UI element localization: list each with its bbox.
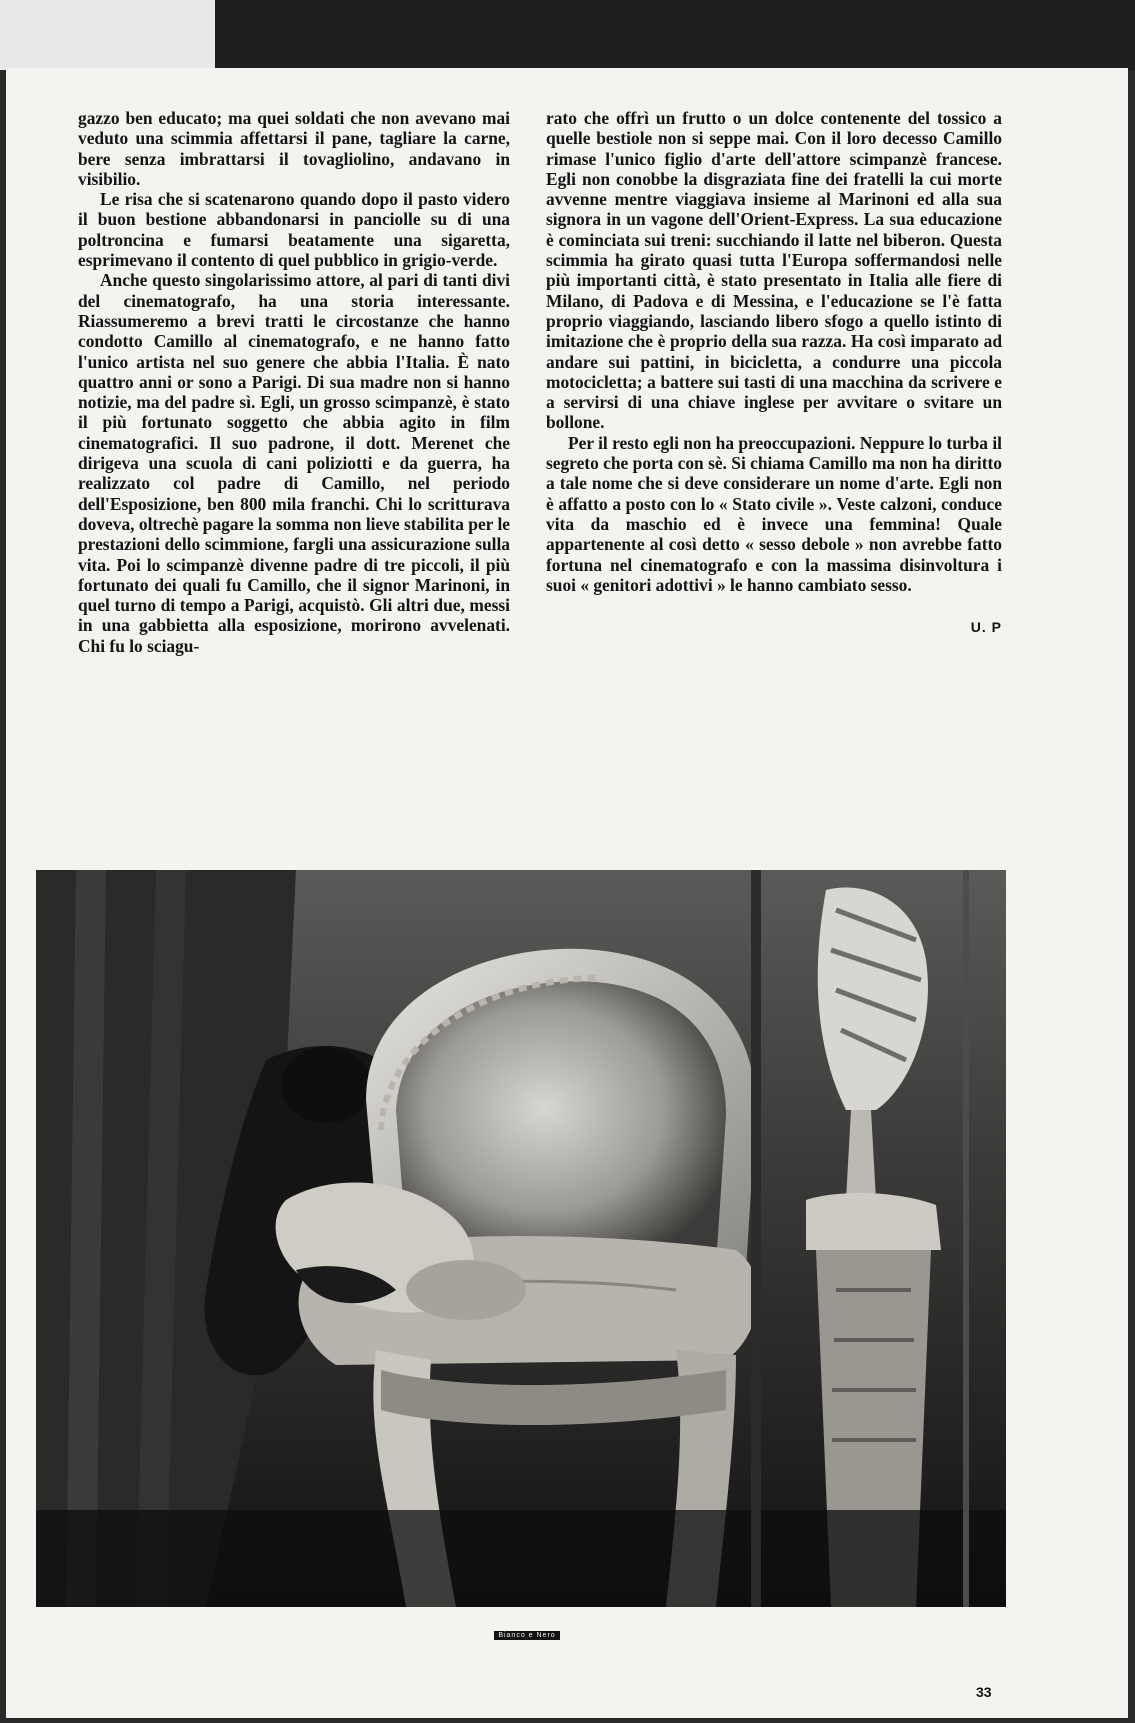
left-paragraph-3: Anche questo singolarissimo attore, al pari di tanti divi del cinematografo, ha una storia interessante. Riassumeremo a brevi tratti le circostanze che hanno condotto Camillo al cinematografo, e ne hanno fatto l'unico artista nel suo genere che abbia l'Italia. È nato quattro anni or sono a Parigi. Di sua madre non si hanno notizie, ma del padre sì. Egli, un grosso scimpanzè, è stato il più fortunato soggetto che abbia agito in film cinematografici. Il suo padrone, il dott. Merenet che dirigeva una scuola di cani poliziotti e da guerra, ha realizzato col padre di Camillo, nel periodo dell'Esposizione, ben 800 mila franchi. Chi lo scritturava doveva, oltrechè pagare la somma non lieve stabilita per le prestazioni dello scimmione, fargli una assicurazione sulla vita. Poi lo scimpanzè divenne padre di tre piccoli, il più fortunato dei quali fu Camillo, che il signor Marinoni, in quel turno di tempo a Parigi, acquistò. Gli altri due, messi in una gabbietta alla esposizione, morirono avvelenati. Chi fu lo sciagu-	[78, 270, 510, 656]
page-number: 33	[976, 1684, 992, 1700]
right-paragraph-1: rato che offrì un frutto o un dolce contenente del tossico a quelle bestiole non si seppe mai. Con il loro decesso Camillo rimase l'unico figlio d'arte dell'attore scimpanzè francese. Egli non conobbe la disgraziata fine dei fratelli la cui morte avvenne mentre viaggiava insieme al Marinoni ed alla sua signora in un vagone dell'Orient-Express. La sua educazione è cominciata sui treni: succhiando il latte nel biberon. Questa scimmia ha girato quasi tutta l'Europa soffermandosi nelle più importanti città, è stato presentato in Italia alle fiere di Milano, di Padova e di Messina, e l'educazione se l'è fatta proprio viaggiando, lasciando libero sfogo a quello istinto di imitazione che è proprio della sua razza. Ha così imparato ad andare sui pattini, in bicicletta, a condurre una piccola motocicletta; a battere sui tasti di una macchina da scrivere e a servirsi di una chiave inglese per avvitare o svitare un bollone.	[546, 108, 1002, 433]
right-column	[546, 108, 1002, 637]
left-column	[78, 108, 510, 656]
masthead-logo: Bianco e Nero	[494, 1631, 560, 1640]
author-signature: U. P	[970, 619, 1002, 636]
magazine-page	[6, 68, 1128, 1718]
right-paragraph-2: Per il resto egli non ha preoccupazioni. Neppure lo turba il segreto che porta con sè. Si chiama Camillo ma non ha diritto a tale nome che si deve considerare un nome d'arte. Egli non è affatto a posto con lo « Stato civile ». Veste calzoni, conduce vita da maschio ed è invece una femmina! Quale appartenente al così detto « sesso debole » non avrebbe fatto fortuna nel cinematografo e con la massima disinvoltura i suoi « genitori adottivi » le hanno cambiato sesso.	[546, 432, 1002, 595]
left-paragraph-2: Le risa che si scatenarono quando dopo il pasto videro il buon bestione abbandonarsi in panciolle su di una poltroncina e fumarsi beatamente una sigaretta, esprimevano il contento di quel pubblico in grigio-verde.	[78, 189, 510, 271]
left-paragraph-1: gazzo ben educato; ma quei soldati che non avevano mai veduto una scimmia affettarsi il pane, tagliare la carne, bere senza imbrattarsi il tovagliolino, andavano in visibilio.	[78, 108, 510, 189]
scan-top-corner	[0, 0, 215, 70]
photograph-armchair	[36, 870, 1006, 1607]
photo-illustration	[36, 870, 1006, 1607]
